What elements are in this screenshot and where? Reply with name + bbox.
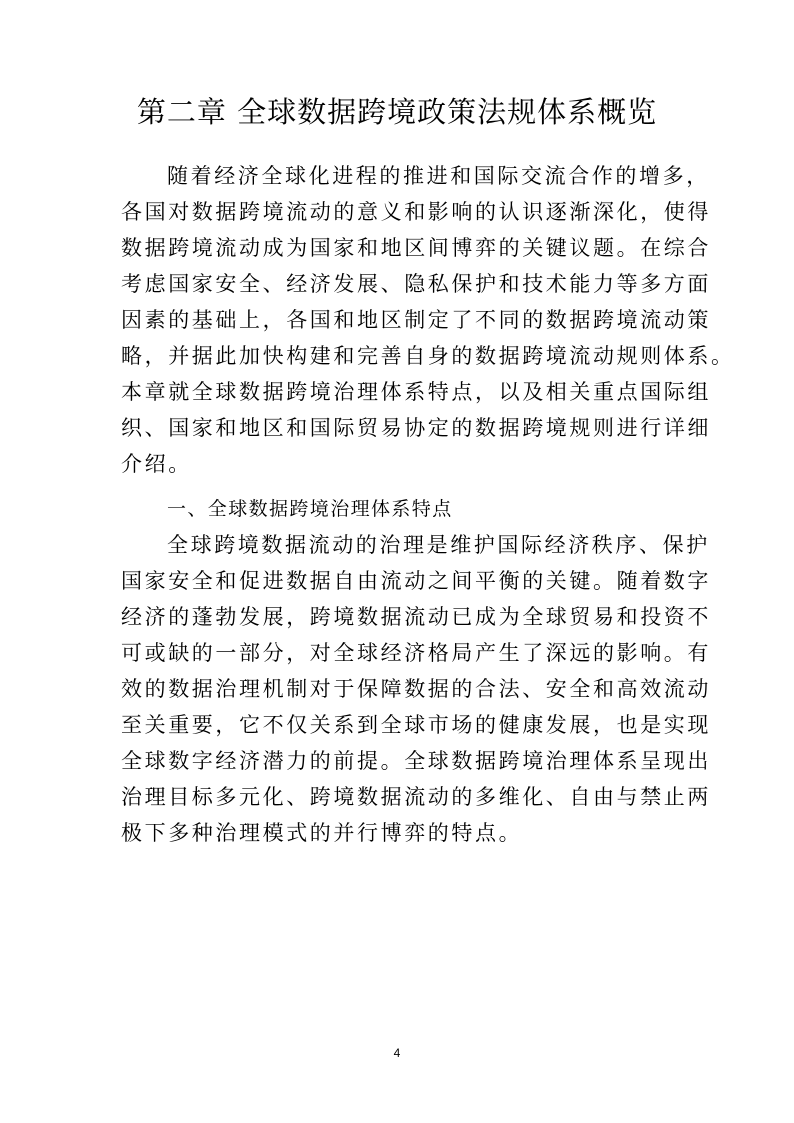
paragraph-line: 各国对数据跨境流动的意义和影响的认识逐渐深化，使得 <box>121 200 711 224</box>
paragraph-line: 略，并据此加快构建和完善自身的数据跨境流动规则体系。 <box>121 344 735 368</box>
section-paragraph <box>121 527 711 851</box>
paragraph-line: 治理目标多元化、跨境数据流动的多维化、自由与禁止两 <box>121 785 711 809</box>
paragraph-line: 经济的蓬勃发展，跨境数据流动已成为全球贸易和投资不 <box>121 605 711 629</box>
paragraph-line: 至关重要，它不仅关系到全球市场的健康发展，也是实现 <box>121 713 711 737</box>
intro-paragraph <box>121 158 735 482</box>
paragraph-line: 可或缺的一部分，对全球经济格局产生了深远的影响。有 <box>121 641 711 665</box>
paragraph-line: 全球数字经济潜力的前提。全球数据跨境治理体系呈现出 <box>121 749 711 773</box>
page-number: 4 <box>393 1046 401 1060</box>
paragraph-line: 因素的基础上，各国和地区制定了不同的数据跨境流动策 <box>121 308 711 332</box>
paragraph-line: 国家安全和促进数据自由流动之间平衡的关键。随着数字 <box>121 569 711 593</box>
paragraph-line: 织、国家和地区和国际贸易协定的数据跨境规则进行详细 <box>121 416 711 440</box>
paragraph-line: 随着经济全球化进程的推进和国际交流合作的增多， <box>167 164 710 188</box>
paragraph-line: 本章就全球数据跨境治理体系特点，以及相关重点国际组 <box>121 380 711 404</box>
paragraph-line: 介绍。 <box>121 452 192 476</box>
section-heading: 一、全球数据跨境治理体系特点 <box>167 498 453 520</box>
paragraph-line: 极下多种治理模式的并行博弈的特点。 <box>121 821 523 845</box>
paragraph-line: 数据跨境流动成为国家和地区间博弈的关键议题。在综合 <box>121 236 711 260</box>
paragraph-line: 考虑国家安全、经济发展、隐私保护和技术能力等多方面 <box>121 272 711 296</box>
paragraph-line: 效的数据治理机制对于保障数据的合法、安全和高效流动 <box>121 677 711 701</box>
chapter-title: 第二章 全球数据跨境政策法规体系概览 <box>136 95 658 129</box>
paragraph-line: 全球跨境数据流动的治理是维护国际经济秩序、保护 <box>167 533 710 557</box>
